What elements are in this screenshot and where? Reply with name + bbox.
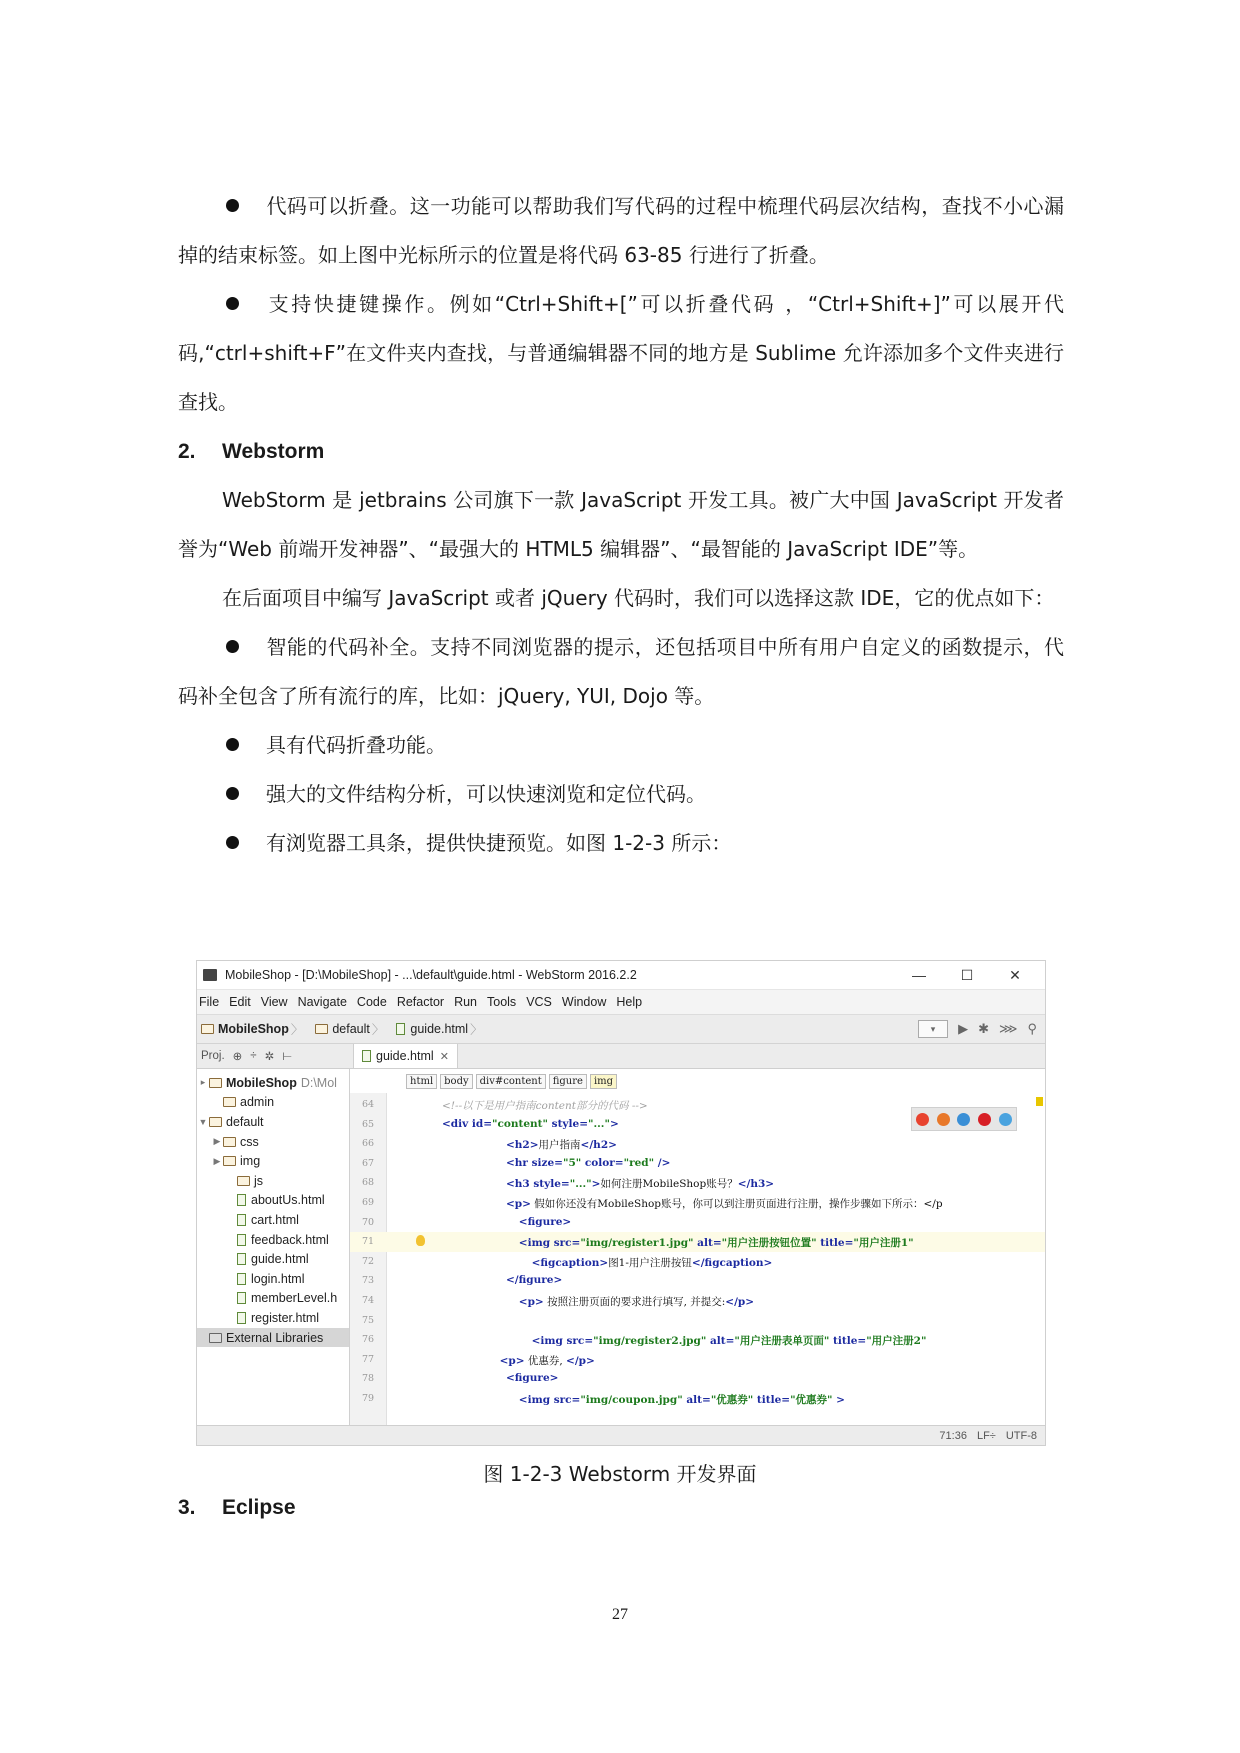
code-token: "img/coupon.jpg": [580, 1393, 683, 1406]
line-number: 78: [362, 1373, 375, 1385]
cursor-position[interactable]: 71:36: [939, 1429, 967, 1442]
minimize-button[interactable]: —: [912, 967, 926, 983]
line-number: 73: [362, 1275, 375, 1287]
menu-vcs[interactable]: VCS: [526, 995, 552, 1009]
breadcrumb-folder[interactable]: default 〉: [315, 1020, 388, 1038]
code-text: [532, 1255, 773, 1270]
window-title: MobileShop - [D:\MobileShop] - ...\default\guide.html - WebStorm 2016.2.2: [225, 968, 637, 982]
expand-arrow-icon[interactable]: ▸: [200, 1077, 206, 1088]
menu-help[interactable]: Help: [616, 995, 643, 1009]
code-token: <p>: [518, 1295, 544, 1308]
tree-item-label: login.html: [251, 1271, 305, 1286]
line-number: 79: [362, 1392, 375, 1404]
code-text: [500, 1353, 595, 1368]
tree-item-label: aboutUs.html: [251, 1193, 325, 1208]
bullet-item: 具有代码折叠功能。: [178, 721, 1064, 770]
menu-refactor[interactable]: Refactor: [396, 995, 445, 1009]
code-token: "red": [623, 1156, 655, 1169]
lightbulb-icon[interactable]: [416, 1235, 425, 1246]
line-number: 76: [362, 1334, 375, 1346]
code-token: </h3>: [737, 1178, 775, 1191]
tree-item[interactable]: [197, 1112, 349, 1132]
code-token: <img src=: [531, 1335, 594, 1348]
code-text: [519, 1216, 571, 1228]
html-file-icon: [237, 1253, 246, 1265]
html-file-icon: [237, 1194, 246, 1206]
menu-file[interactable]: File: [199, 995, 220, 1009]
tree-item-label: guide.html: [251, 1252, 309, 1267]
code-token: 用户指南: [538, 1139, 581, 1152]
menu-run[interactable]: Run: [454, 995, 477, 1009]
code-token: 如何注册MobileShop账号？: [600, 1178, 738, 1191]
code-token: "img/register1.jpg": [580, 1237, 694, 1250]
code-token: >: [591, 1178, 601, 1191]
tag-crumb[interactable]: html: [406, 1074, 437, 1089]
code-token: "img/register2.jpg": [593, 1335, 707, 1348]
encoding[interactable]: UTF-8: [1005, 1429, 1037, 1442]
code-token: "用户注册按钮位置": [721, 1237, 817, 1250]
tree-item[interactable]: [197, 1171, 349, 1191]
code-token: "优惠券": [710, 1393, 754, 1406]
tag-crumb[interactable]: img: [590, 1074, 617, 1089]
code-token: <img src=: [518, 1237, 581, 1250]
line-number: 77: [362, 1353, 375, 1365]
expand-arrow-icon[interactable]: ▼: [198, 1116, 208, 1127]
tree-item[interactable]: [197, 1191, 349, 1211]
bullet-item: 智能的代码补全。支持不同浏览器的提示，还包括项目中所有用户自定义的函数提示，代码补全包含了所有流行的库，比如：jQuery, YUI, Dojo 等。: [178, 623, 1064, 721]
code-text: [519, 1235, 914, 1250]
code-token: <hr size=: [506, 1156, 563, 1169]
tree-item[interactable]: [197, 1093, 349, 1113]
tree-item[interactable]: [197, 1073, 349, 1093]
figure-caption: 图 1-2-3 Webstorm 开发界面: [483, 1462, 757, 1486]
debug-icon[interactable]: ✱: [978, 1021, 989, 1036]
menu-edit[interactable]: Edit: [229, 995, 251, 1009]
tree-item-label: css: [240, 1134, 259, 1149]
code-token: alt=: [693, 1237, 722, 1250]
section-heading: 3. Eclipse: [178, 1496, 296, 1519]
code-token: "...": [588, 1117, 610, 1130]
folder-icon: [209, 1078, 222, 1088]
folder-icon: [223, 1097, 236, 1107]
code-token: 优惠券,: [524, 1354, 567, 1367]
code-token: <div id=: [442, 1117, 493, 1130]
code-lines: [350, 1095, 1045, 1409]
paragraph: WebStorm 是 jetbrains 公司旗下一款 JavaScript 开发工具。被广大中国 JavaScript 开发者誉为“Web 前端开发神器”、“最强大的 HTML5 编辑器”、“最智能的 JavaScript IDE”等。: [178, 488, 1064, 561]
code-text: [442, 1118, 619, 1130]
code-token: <img src=: [518, 1393, 581, 1406]
tree-item[interactable]: [197, 1151, 349, 1171]
tree-item-label: admin: [240, 1095, 275, 1110]
tree-item[interactable]: [197, 1210, 349, 1230]
code-line[interactable]: [350, 1154, 1045, 1174]
tree-item-label: MobileShop: [226, 1075, 297, 1090]
line-number: 68: [362, 1177, 375, 1189]
html-file-icon: [396, 1023, 405, 1035]
menu-navigate[interactable]: Navigate: [297, 995, 347, 1009]
html-file-icon: [237, 1214, 246, 1226]
code-text: [506, 1274, 562, 1286]
code-token: <h3 style=: [506, 1178, 570, 1191]
line-number: 64: [362, 1099, 375, 1110]
code-line[interactable]: [350, 1213, 1045, 1233]
browser-toolbar: [911, 1107, 1017, 1131]
bullet-item: 强大的文件结构分析，可以快速浏览和定位代码。: [178, 770, 1064, 819]
code-token: />: [654, 1156, 671, 1169]
line-separator[interactable]: LF÷: [976, 1429, 996, 1442]
code-token: "5": [562, 1156, 582, 1169]
code-token: <p>: [499, 1354, 525, 1367]
tree-item[interactable]: [197, 1289, 349, 1309]
code-token: "用户注册1": [853, 1237, 914, 1250]
browser-icon[interactable]: [916, 1113, 929, 1126]
code-text: [442, 1098, 648, 1113]
coverage-icon[interactable]: ⋙: [998, 1021, 1018, 1036]
tree-item[interactable]: [197, 1269, 349, 1289]
tree-item-label: js: [254, 1173, 264, 1188]
code-token: alt=: [682, 1393, 711, 1406]
tree-item[interactable]: [197, 1249, 349, 1269]
window-titlebar: [197, 961, 1045, 989]
code-text: [506, 1196, 943, 1211]
code-line[interactable]: [350, 1252, 1045, 1272]
breadcrumb-project[interactable]: MobileShop 〉: [201, 1020, 307, 1038]
search-icon[interactable]: ⚲: [1027, 1021, 1037, 1036]
code-text: [506, 1372, 558, 1384]
tree-item-label: feedback.html: [251, 1232, 329, 1247]
code-token: <figcaption>: [531, 1256, 609, 1269]
browser-icon[interactable]: [937, 1113, 950, 1126]
code-token: color=: [581, 1156, 624, 1169]
code-line[interactable]: [350, 1232, 1045, 1252]
code-text: [506, 1137, 617, 1152]
code-line[interactable]: [350, 1389, 1045, 1409]
folder-icon: [237, 1176, 250, 1186]
code-text: [506, 1176, 774, 1191]
line-number: 75: [362, 1314, 375, 1326]
code-token: >: [832, 1393, 845, 1406]
browser-icon[interactable]: [999, 1113, 1012, 1126]
run-icon[interactable]: ▶: [958, 1021, 969, 1036]
code-line[interactable]: [350, 1330, 1045, 1350]
line-number: 69: [362, 1196, 375, 1208]
run-config-dropdown[interactable]: ▾: [918, 1020, 948, 1038]
code-token: </h2>: [580, 1139, 617, 1152]
line-number: 70: [362, 1216, 375, 1228]
hide-icon[interactable]: ⊢: [282, 1051, 293, 1063]
code-text: [519, 1294, 754, 1309]
code-token: "content": [492, 1117, 549, 1130]
webstorm-screenshot: [196, 960, 1046, 1446]
navigation-bar: [197, 1014, 1045, 1044]
code-token: </p>: [725, 1295, 755, 1308]
folder-icon: [223, 1156, 236, 1166]
tree-item-label: img: [240, 1154, 261, 1169]
code-token: 按照注册页面的要求进行填写, 并提交:: [543, 1295, 726, 1308]
code-token: <h2>: [506, 1139, 539, 1152]
folder-icon: [201, 1024, 214, 1034]
code-token: >: [609, 1117, 619, 1130]
code-token: </p>: [566, 1354, 595, 1367]
tab-guide-html[interactable]: guide.html ✕: [353, 1044, 458, 1068]
code-token: alt=: [706, 1335, 735, 1348]
paragraph: 在后面项目中编写 JavaScript 或者 jQuery 代码时，我们可以选择这款 IDE，它的优点如下：: [222, 586, 1055, 610]
folder-icon: [209, 1117, 222, 1127]
code-editor[interactable]: [350, 1069, 1045, 1425]
gear-icon[interactable]: ✲: [264, 1051, 275, 1063]
html-file-icon: [362, 1050, 371, 1062]
tree-item-label: default: [226, 1114, 264, 1129]
code-text: [532, 1333, 927, 1348]
tag-crumb[interactable]: body: [440, 1074, 472, 1089]
code-token: <figure>: [518, 1215, 572, 1228]
code-line[interactable]: [350, 1173, 1045, 1193]
code-token: style=: [548, 1117, 589, 1130]
code-token: 图1-用户注册按钮: [608, 1256, 692, 1269]
code-line[interactable]: [350, 1271, 1045, 1291]
line-number: 67: [362, 1157, 375, 1169]
expand-arrow-icon[interactable]: ▶: [213, 1155, 221, 1166]
status-bar: [197, 1425, 1045, 1445]
app-icon: [203, 969, 217, 981]
code-token: "优惠券": [790, 1393, 833, 1406]
tree-item-label: register.html: [251, 1310, 320, 1325]
code-line[interactable]: [350, 1134, 1045, 1154]
line-number: 71: [362, 1236, 375, 1248]
page-body: [178, 182, 1064, 868]
code-line[interactable]: [350, 1291, 1045, 1311]
code-token: <p>: [506, 1197, 531, 1210]
tabs-row: [197, 1044, 1045, 1069]
section-heading: 2. Webstorm: [178, 440, 325, 463]
code-token: "用户注册2": [866, 1335, 927, 1348]
code-token: </figure>: [506, 1274, 563, 1287]
tree-item-label: cart.html: [251, 1212, 299, 1227]
menu-tools[interactable]: Tools: [487, 995, 517, 1009]
code-line[interactable]: [350, 1311, 1045, 1331]
bullet-item: 代码可以折叠。这一功能可以帮助我们写代码的过程中梳理代码层次结构，查找不小心漏掉的结束标签。如上图中光标所示的位置是将代码 63-85 行进行了折叠。: [178, 182, 1064, 280]
line-number: 66: [362, 1138, 375, 1150]
tree-item[interactable]: [197, 1132, 349, 1152]
expand-arrow-icon[interactable]: ▶: [213, 1136, 221, 1147]
folder-icon: [223, 1137, 236, 1147]
code-token: title=: [816, 1237, 854, 1250]
menu-bar: [197, 989, 1045, 1014]
sync-icon[interactable]: ⊕: [232, 1051, 243, 1063]
tag-crumb[interactable]: div#content: [476, 1074, 546, 1089]
menu-window[interactable]: Window: [561, 995, 607, 1009]
browser-icon[interactable]: [978, 1113, 991, 1126]
tag-crumb[interactable]: figure: [549, 1074, 587, 1089]
tree-item-label: memberLevel.h: [251, 1291, 338, 1306]
html-file-icon: [237, 1312, 246, 1324]
code-token: "...": [569, 1178, 592, 1191]
maximize-button[interactable]: ☐: [960, 966, 974, 983]
folder-icon: [315, 1024, 328, 1034]
code-token: <!--以下是用户指南content部分的代码 -->: [442, 1100, 648, 1112]
html-file-icon: [237, 1273, 246, 1285]
close-tab-icon[interactable]: ✕: [439, 1050, 449, 1063]
line-number: 65: [362, 1118, 375, 1130]
bullet-item: 支持快捷键操作。例如“Ctrl+Shift+[”可以折叠代码 ，“Ctrl+Shift+]”可以展开代码,“ctrl+shift+F”在文件夹内查找，与普通编辑器不同的地方是 Sublime 允许添加多个文件夹进行查找。: [178, 280, 1064, 427]
line-number: 74: [362, 1294, 375, 1306]
html-file-icon: [237, 1292, 246, 1304]
html-file-icon: [237, 1234, 246, 1246]
menu-code[interactable]: Code: [356, 995, 387, 1009]
code-token: 假如你还没有MobileShop账号，你可以到注册页面进行注册，操作步骤如下所示：</p: [530, 1197, 943, 1210]
code-token: title=: [829, 1335, 867, 1348]
tree-item[interactable]: [197, 1230, 349, 1250]
breadcrumb-file[interactable]: guide.html 〉: [396, 1020, 486, 1038]
page-number: 27: [612, 1606, 628, 1623]
code-token: title=: [753, 1393, 791, 1406]
code-line[interactable]: [350, 1350, 1045, 1370]
project-tree: [197, 1069, 350, 1425]
bullet-item: 有浏览器工具条，提供快捷预览。如图 1-2-3 所示：: [178, 819, 1064, 868]
line-number: 72: [362, 1255, 375, 1267]
library-icon: [209, 1333, 222, 1343]
collapse-icon[interactable]: ÷: [250, 1050, 257, 1062]
code-text: [519, 1392, 845, 1407]
close-button[interactable]: ✕: [1009, 966, 1021, 983]
code-token: <figure>: [506, 1372, 559, 1385]
code-token: "用户注册表单页面": [734, 1335, 830, 1348]
menu-view[interactable]: View: [260, 995, 288, 1009]
tree-item[interactable]: [197, 1308, 349, 1328]
tree-item-label: External Libraries: [226, 1330, 324, 1345]
code-line[interactable]: [350, 1193, 1045, 1213]
tree-item[interactable]: [197, 1328, 349, 1348]
browser-icon[interactable]: [957, 1113, 970, 1126]
tag-breadcrumbs: [350, 1069, 1045, 1093]
code-line[interactable]: [350, 1369, 1045, 1389]
code-token: </figcaption>: [691, 1256, 773, 1269]
project-tool-tab[interactable]: Proj. ⊕ ÷ ✲ ⊢: [201, 1050, 293, 1063]
code-text: [506, 1157, 670, 1169]
project-path: D:\Mol: [300, 1075, 337, 1090]
